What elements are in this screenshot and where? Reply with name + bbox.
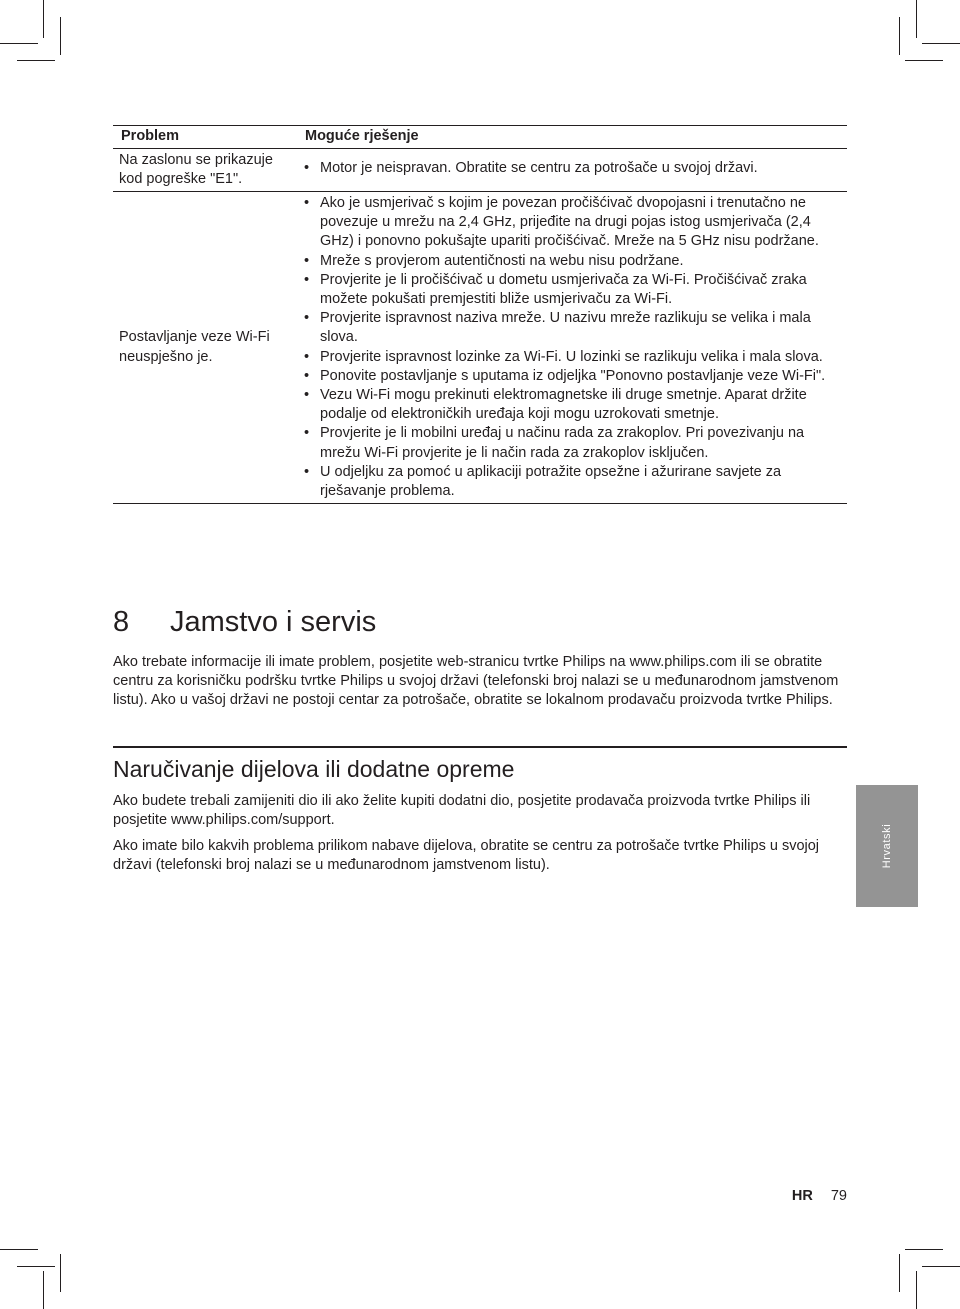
solution-item: • U odjeljku za pomoć u aplikaciji potražite opsežne i ažurirane savjete za rješavanje problema. xyxy=(303,463,839,501)
solution-cell xyxy=(303,149,847,191)
solution-list xyxy=(303,194,839,501)
crop-mark xyxy=(905,1249,943,1250)
subsection-title: Naručivanje dijelova ili dodatne opreme xyxy=(113,756,515,782)
header-solution: Moguće rješenje xyxy=(305,128,419,145)
problem-cell: Postavljanje veze Wi-Fi neuspješno je. xyxy=(119,329,270,365)
crop-mark xyxy=(0,43,38,44)
crop-mark xyxy=(899,1254,900,1292)
solution-item: • Vezu Wi-Fi mogu prekinuti elektromagnetske ili druge smetnje. Aparat držite podalje od elektroničkih uređaja koji mogu uzrokovati smetnje. xyxy=(303,386,839,424)
solution-item: • Provjerite ispravnost naziva mreže. U nazivu mreže razlikuju se velika i mala slova. xyxy=(303,309,839,347)
crop-mark xyxy=(43,0,44,38)
table-row xyxy=(113,149,847,192)
crop-mark xyxy=(43,1271,44,1309)
crop-mark xyxy=(916,0,917,38)
crop-mark xyxy=(17,60,55,61)
section-intro: Ako trebate informacije ili imate problem, posjetite web-stranicu tvrtke Philips na www.philips.com ili se obratite centru za korisničku podršku tvrtke Philips u svojoj državi (telefonski broj nalazi se u međunarodnom jamstvenom listu). Ako u vašoj državi ne postoji centar za potrošače, obratite se lokalnom prodavaču proizvoda tvrtke Philips. xyxy=(113,654,839,709)
subsection-paragraph: Ako imate bilo kakvih problema prilikom nabave dijelova, obratite se centru za potrošače tvrtke Philips u svojoj državi (telefonski broj nalazi se u međunarodnom jamstvenom listu). xyxy=(113,838,820,874)
section-title: Jamstvo i servis xyxy=(170,606,377,638)
solution-cell xyxy=(303,192,847,503)
crop-mark xyxy=(0,1249,38,1250)
header-problem: Problem xyxy=(121,128,180,145)
troubleshooting-table xyxy=(113,125,847,504)
solution-item: • Mreže s provjerom autentičnosti na webu nisu podržane. xyxy=(303,252,839,271)
solution-item: • Motor je neispravan. Obratite se centru za potrošače u svojoj državi. xyxy=(303,159,758,178)
crop-mark xyxy=(17,1266,55,1267)
subsection-paragraph: Ako budete trebali zamijeniti dio ili ako želite kupiti dodatni dio, posjetite prodavača proizvoda tvrtke Philips ili posjetite www.philips.com/support. xyxy=(113,793,811,829)
section-number: 8 xyxy=(113,606,130,638)
page-footer xyxy=(792,1188,847,1204)
solution-item: • Provjerite je li pročišćivač u dometu usmjerivača za Wi-Fi. Pročišćivač zraka možete pokušati premjestiti bliže usmjerivaču za Wi-Fi. xyxy=(303,271,839,309)
crop-mark xyxy=(916,1271,917,1309)
problem-cell: Na zaslonu se prikazuje kod pogreške "E1". xyxy=(119,151,273,187)
solution-item: • Provjerite ispravnost lozinke za Wi-Fi. U lozinki se razlikuju velika i mala slova. xyxy=(303,348,839,367)
solution-list xyxy=(303,159,758,178)
crop-mark xyxy=(905,60,943,61)
solution-item: • Provjerite je li mobilni uređaj u načinu rada za zrakoplov. Pri povezivanju na mrežu Wi-Fi provjerite je li način rada za zrakoplov isključen. xyxy=(303,424,839,462)
footer-language: HR xyxy=(791,1188,813,1204)
table-row xyxy=(113,192,847,504)
side-tab-label: Hrvatski xyxy=(881,823,893,869)
language-side-tab xyxy=(856,785,918,907)
solution-item: • Ponovite postavljanje s uputama iz odjeljka "Ponovno postavljanje veze Wi-Fi". xyxy=(303,367,839,386)
crop-mark xyxy=(899,17,900,55)
solution-item: • Ako je usmjerivač s kojim je povezan pročišćivač dvopojasni i trenutačno ne povezuje u mrežu na 2,4 GHz, prijeđite na drugi pojas istog usmjerivača (2,4 GHz) i ponovno pokušajte upariti pročišćivač. Mreže na 5 GHz nisu podržane. xyxy=(303,194,839,252)
crop-mark xyxy=(922,43,960,44)
page-number: 79 xyxy=(830,1188,847,1204)
crop-mark xyxy=(60,17,61,55)
section-heading xyxy=(113,604,376,640)
crop-mark xyxy=(60,1254,61,1292)
subsection-rule xyxy=(113,746,847,748)
table-header xyxy=(113,125,847,149)
crop-mark xyxy=(922,1266,960,1267)
